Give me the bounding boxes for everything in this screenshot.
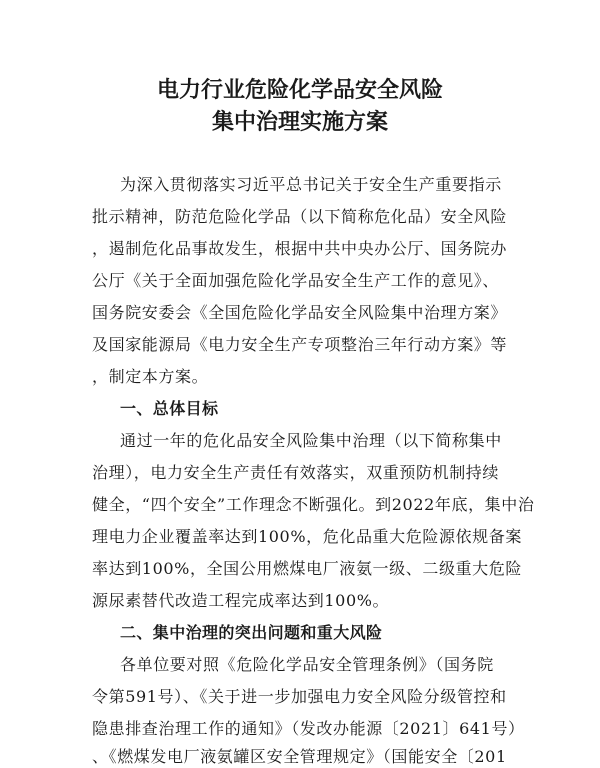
section1-line: 治理），电力安全生产责任有效落实，双重预防机制持续 [92, 463, 500, 482]
intro-line: 国务院安委会《全国危险化学品安全风险集中治理方案》 [92, 303, 508, 322]
section1-line: 率达到100%，全国公用燃煤电厂液氨一级、二级重大危险 [92, 559, 522, 578]
document-title-line-1: 电力行业危险化学品安全风险 [156, 78, 443, 103]
intro-line: 及国家能源局《电力安全生产专项整治三年行动方案》等 [92, 335, 508, 354]
intro-line: 批示精神，防范危险化学品（以下简称危化品）安全风险 [92, 207, 508, 226]
section2-line: 令第591号）、《关于进一步加强电力安全风险分级管控和 [92, 687, 507, 706]
document-title-line-2: 集中治理实施方案 [211, 110, 388, 135]
intro-line: 为深入贯彻落实习近平总书记关于安全生产重要指示 [120, 175, 502, 194]
section-heading-overall-goals: 一、总体目标 [120, 399, 219, 418]
intro-line: ，制定本方案。 [92, 367, 209, 386]
section1-line: 源尿素替代改造工程完成率达到100%。 [92, 591, 390, 610]
section2-line: 隐患排查治理工作的通知》（发改办能源〔2021〕641号） [92, 719, 525, 738]
section1-line: 通过一年的危化品安全风险集中治理（以下简称集中 [120, 431, 502, 450]
section2-line: 、《燃煤发电厂液氨罐区安全管理规定》（国能安全〔201 [92, 747, 507, 766]
section-heading-key-issues: 二、集中治理的突出问题和重大风险 [120, 623, 383, 642]
section1-line: 理电力企业覆盖率达到100%，危化品重大危险源依规备案 [92, 527, 522, 546]
intro-line: ，遏制危化品事故发生，根据中共中央办公厅、国务院办 [92, 239, 508, 258]
intro-line: 公厅《关于全面加强危险化学品安全生产工作的意见》、 [92, 271, 500, 290]
section1-line: 健全，“四个安全”工作理念不断强化。到2022年底，集中治 [92, 495, 535, 514]
section2-line: 各单位要对照《危险化学品安全管理条例》（国务院 [120, 655, 494, 674]
